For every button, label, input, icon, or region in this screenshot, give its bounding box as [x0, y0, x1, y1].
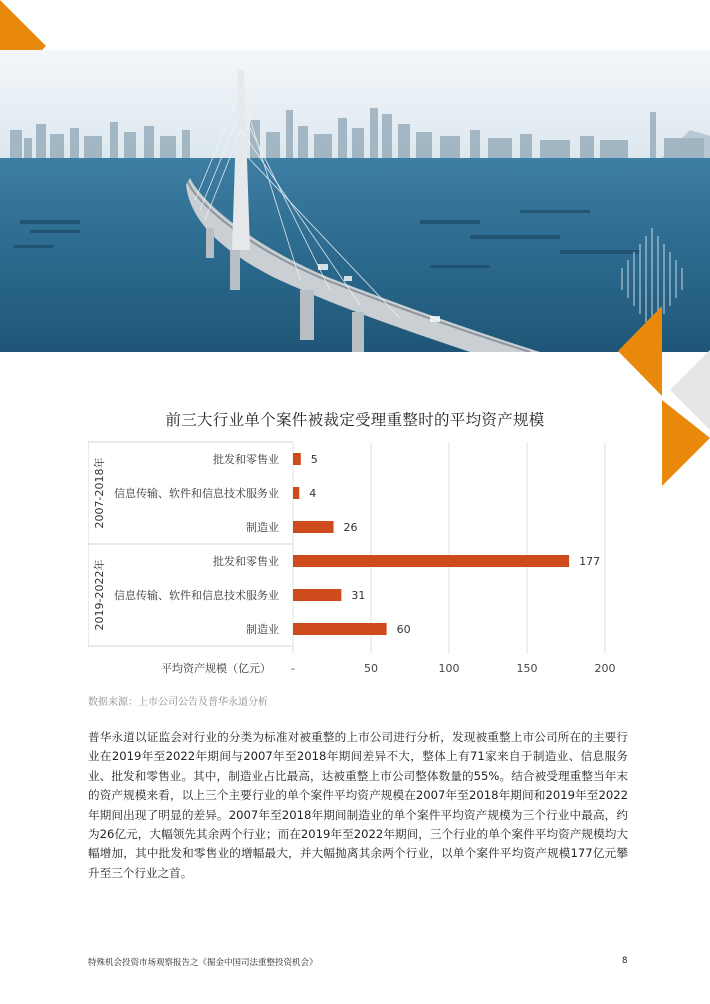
data-label: 60: [396, 623, 411, 636]
category-label: 批发和零售业: [213, 453, 279, 466]
page-number: 8: [622, 956, 628, 966]
bar: [293, 487, 299, 499]
bar: [293, 521, 334, 533]
bar: [293, 453, 301, 465]
x-tick-label: 100: [438, 662, 460, 675]
group-label: 2019-2022年: [93, 559, 106, 631]
data-label: 31: [351, 589, 366, 602]
bar: [293, 589, 341, 601]
body-paragraph: 普华永道以证监会对行业的分类为标准对被重整的上市公司进行分析，发现被重整上市公司所在的主要行业在2019年至2022年期间与2007年至2018年期间差异不大，整体上有71家来自于制造业、信息服务业、批发和零售业。其中，制造业占比最高，达被重整上市公司整体数量的55%。结合被受理重整当年末的资产规模来看，以上三个主要行业的单个案件平均资产规模在2007年至2018年期间和2019年至2022年期间出现了明显的差异。2007年至2018年期间制造业的单个案件平均资产规模为三个行业中最高，约为26亿元，大幅领先其余两个行业；而在2019年至2022年期间，三个行业的单个案件平均资产规模均大幅增加，其中批发和零售业的增幅最大，并大幅抛离其余两个行业，以单个案件平均资产规模177亿元攀升至三个行业之首。: [88, 730, 628, 880]
category-label: 信息传输、软件和信息技术服务业: [114, 589, 279, 602]
data-label: 5: [310, 453, 318, 466]
bar-chart: [88, 438, 628, 678]
footer-report-title: 特殊机会投资市场观察报告之《掘金中国司法重整投资机会》: [88, 958, 318, 968]
category-label: 制造业: [246, 521, 279, 534]
data-source-note: 数据来源：上市公司公告及普华永道分析: [88, 697, 268, 708]
bar: [293, 623, 387, 635]
x-tick-label: 150: [516, 662, 538, 675]
data-label: 177: [579, 555, 601, 568]
x-tick-label: 200: [594, 662, 616, 675]
category-label: 批发和零售业: [213, 555, 279, 568]
group-label: 2007-2018年: [93, 457, 106, 529]
x-tick-label: -: [291, 662, 295, 675]
category-label: 信息传输、软件和信息技术服务业: [114, 487, 279, 500]
data-label: 4: [309, 487, 317, 500]
x-tick-label: 50: [364, 662, 378, 675]
hero-bridge-photo: [0, 50, 710, 352]
x-axis-label: 平均资产规模（亿元）: [161, 662, 271, 675]
category-label: 制造业: [246, 623, 279, 636]
bar: [293, 555, 569, 567]
chart-title: 前三大行业单个案件被裁定受理重整时的平均资产规模: [165, 411, 545, 429]
right-triangle-decoration: [618, 306, 710, 490]
data-label: 26: [343, 521, 358, 534]
